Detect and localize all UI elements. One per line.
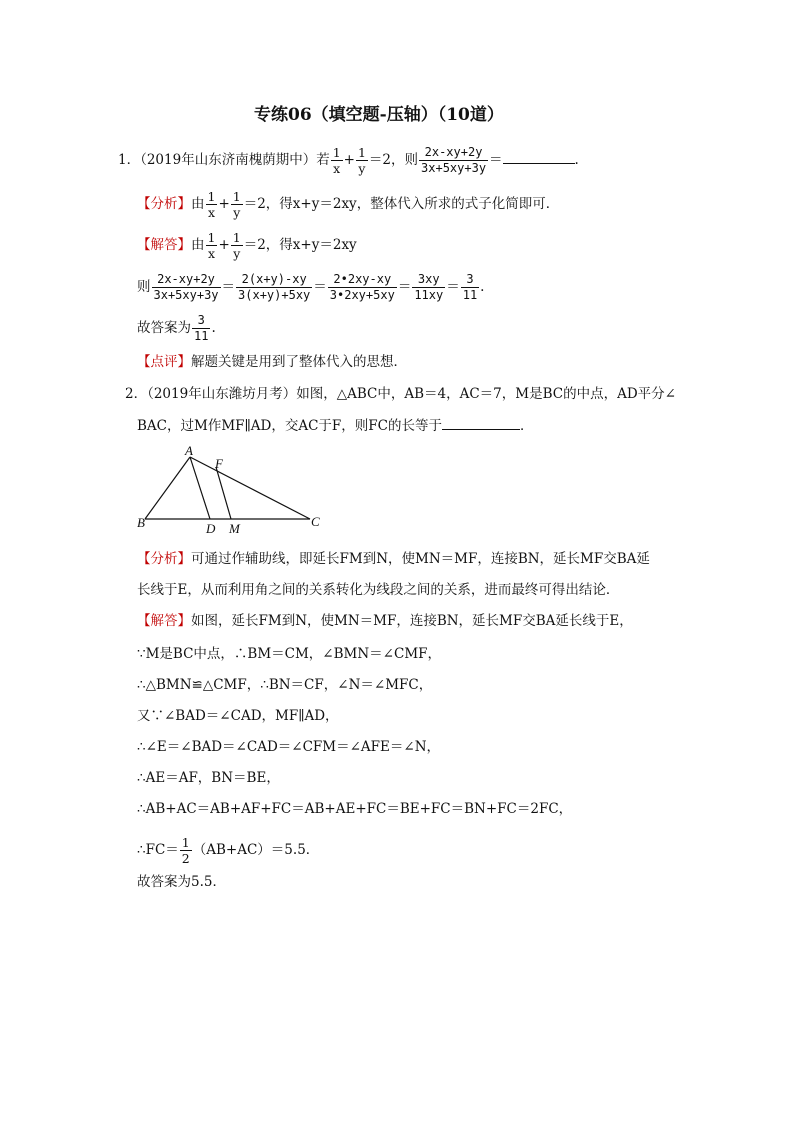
q2-answer: 故答案为5.5．: [137, 874, 226, 890]
side-ac: [190, 457, 310, 519]
q2-analysis-line2: 长线于E，从而利用角之间的关系转化为线段之间的关系，进而最终可得出结论．: [137, 582, 620, 598]
q1-main-fraction: $\frac{2x-xy+2y}{3x+5xy+3y}$: [421, 145, 487, 175]
frac-1-over-x: $\frac{1}{x}$: [332, 145, 341, 176]
q1-stem-prefix: 1．（2019年山东济南槐荫期中）若: [118, 152, 330, 168]
label-c: C: [311, 514, 320, 529]
q1-steps: 则 $\frac{2x-xy+2y}{3x+5xy+3y}$ ＝ $\frac{2(x+y)-xy}{3(x+y)+5xy}$ ＝ $\frac{2•2xy-xy}{3•2xy+5xy}$ ＝ $\frac{3xy}{11xy}$ ＝ $\frac{3}{11}$ .: [137, 272, 485, 302]
analysis-tag: 【分析】: [137, 196, 191, 212]
q2-solution-line1: 【解答】如图，延长FM到N，使MN＝MF，连接BN，延长MF交BA延长线于E，: [137, 613, 633, 629]
q2-line-3: ∴∠E＝∠BAD＝∠CAD＝∠CFM＝∠AFE＝∠N，: [137, 739, 441, 755]
q2-stem-line1: 2．（2019年山东潍坊月考）如图，△ABC中，AB＝4，AC＝7，M是BC的中点，AD平分∠: [125, 386, 676, 402]
answer-blank: [503, 149, 575, 164]
frac-1-over-y: $\frac{1}{y}$: [357, 145, 366, 176]
triangle-figure: [135, 442, 335, 536]
side-ab: [145, 457, 190, 519]
q2-line-5: ∴AB+AC＝AB+AF+FC＝AB+AE+FC＝BE+FC＝BN+FC＝2FC，: [137, 801, 573, 817]
q2-line-0: ∵M是BC中点，∴BM＝CM，∠BMN＝∠CMF，: [137, 646, 442, 662]
q2-stem-line2: BAC，过M作MF∥AD，交AC于F，则FC的长等于 ．: [137, 415, 533, 435]
label-a: A: [185, 443, 193, 458]
q2-line-1: ∴△BMN≌△CMF，∴BN＝CF，∠N＝∠MFC，: [137, 677, 433, 693]
q1-analysis: 【分析】由 $\frac{1}{x}$ + $\frac{1}{y}$ ＝2，得x+y＝2xy，整体代入所求的式子化简即可．: [137, 189, 560, 220]
page-title: 专练06（填空题-压轴）（10道）: [254, 105, 504, 125]
q1-answer: 故答案为 $\frac{3}{11}$ .: [137, 313, 216, 343]
q2-line-2: 又∵∠BAD＝∠CAD，MF∥AD，: [137, 708, 339, 724]
q2-line-4: ∴AE＝AF，BN＝BE，: [137, 770, 280, 786]
q2-analysis-line1: 【分析】可通过作辅助线，即延长FM到N，使MN＝MF，连接BN，延长MF交BA延: [137, 551, 650, 567]
q2-fc-line: ∴FC＝ $\frac{1}{2}$ （AB+AC）＝5.5．: [137, 835, 320, 866]
q1-stem: 1．（2019年山东济南槐荫期中）若 $\frac{1}{x}$ + $\frac{1}{y}$ ＝2，则 $\frac{2x-xy+2y}{3x+5xy+3y}$ ＝ .: [118, 145, 579, 176]
label-b: B: [137, 515, 145, 530]
comment-tag: 【点评】: [137, 354, 191, 370]
q1-solution: 【解答】由 $\frac{1}{x}$ + $\frac{1}{y}$ ＝2，得x+y＝2xy: [137, 230, 357, 261]
solution-tag: 【解答】: [137, 237, 191, 253]
label-f: F: [215, 456, 223, 471]
label-m: M: [229, 521, 240, 536]
q1-comment: 【点评】解题关键是用到了整体代入的思想．: [137, 354, 407, 370]
label-d: D: [206, 521, 216, 536]
